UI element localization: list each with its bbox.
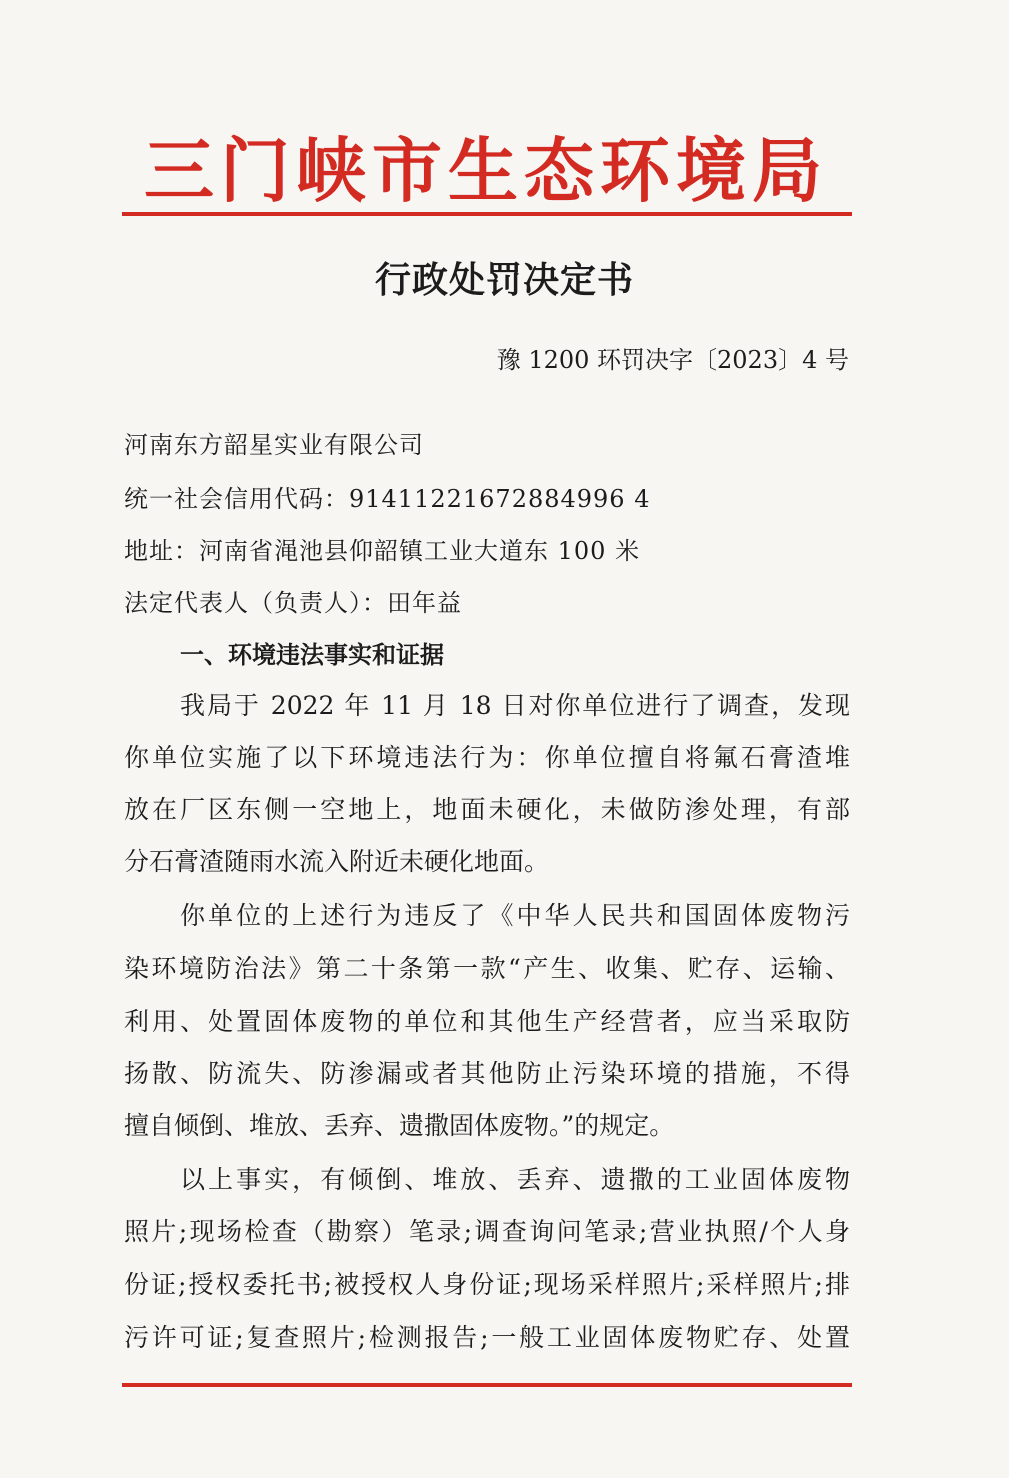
paragraph-line: 你单位实施了以下环境违法行为：你单位擅自将氟石膏渣堆	[124, 743, 850, 772]
document-number: 豫 1200 环罚决字〔2023〕4 号	[496, 346, 849, 374]
party-name: 河南东方韶星实业有限公司	[124, 431, 424, 459]
paragraph-line: 利用、处置固体废物的单位和其他生产经营者，应当采取防	[124, 1007, 850, 1036]
paragraph-line: 你单位的上述行为违反了《中华人民共和国固体废物污	[180, 901, 850, 930]
party-credit-code: 统一社会信用代码：91411221672884996 4	[124, 485, 651, 513]
paragraph-line: 以上事实，有倾倒、堆放、丢弃、遗撒的工业固体废物	[180, 1165, 850, 1194]
document-title: 行政处罚决定书	[374, 260, 634, 301]
letterhead-org-name: 三门峡市生态环境局	[144, 129, 828, 212]
paragraph-line: 染环境防治法》第二十条第一款“产生、收集、贮存、运输、	[124, 954, 850, 983]
paragraph-line: 照片;现场检查（勘察）笔录;调查询问笔录;营业执照/个人身	[124, 1217, 850, 1246]
paragraph-line: 我局于 2022 年 11 月 18 日对你单位进行了调查，发现	[180, 691, 850, 720]
paragraph-line: 扬散、防流失、防渗漏或者其他防止污染环境的措施，不得	[124, 1059, 850, 1088]
party-representative: 法定代表人（负责人）：田年益	[124, 589, 462, 617]
paragraph-line: 份证;授权委托书;被授权人身份证;现场采样照片;采样照片;排	[124, 1270, 850, 1299]
party-address: 地址：河南省渑池县仰韶镇工业大道东 100 米	[124, 537, 641, 565]
paragraph-line: 污许可证;复查照片;检测报告;一般工业固体废物贮存、处置	[124, 1323, 850, 1352]
footer-red-rule	[122, 1383, 852, 1387]
paragraph-line: 擅自倾倒、堆放、丢弃、遗撒固体废物。”的规定。	[124, 1111, 675, 1140]
section-heading-violation-facts: 一、环境违法事实和证据	[180, 641, 444, 669]
letterhead-red-rule	[122, 212, 852, 216]
paragraph-line: 放在厂区东侧一空地上，地面未硬化，未做防渗处理，有部	[124, 795, 850, 824]
paragraph-line: 分石膏渣随雨水流入附近未硬化地面。	[124, 847, 550, 876]
